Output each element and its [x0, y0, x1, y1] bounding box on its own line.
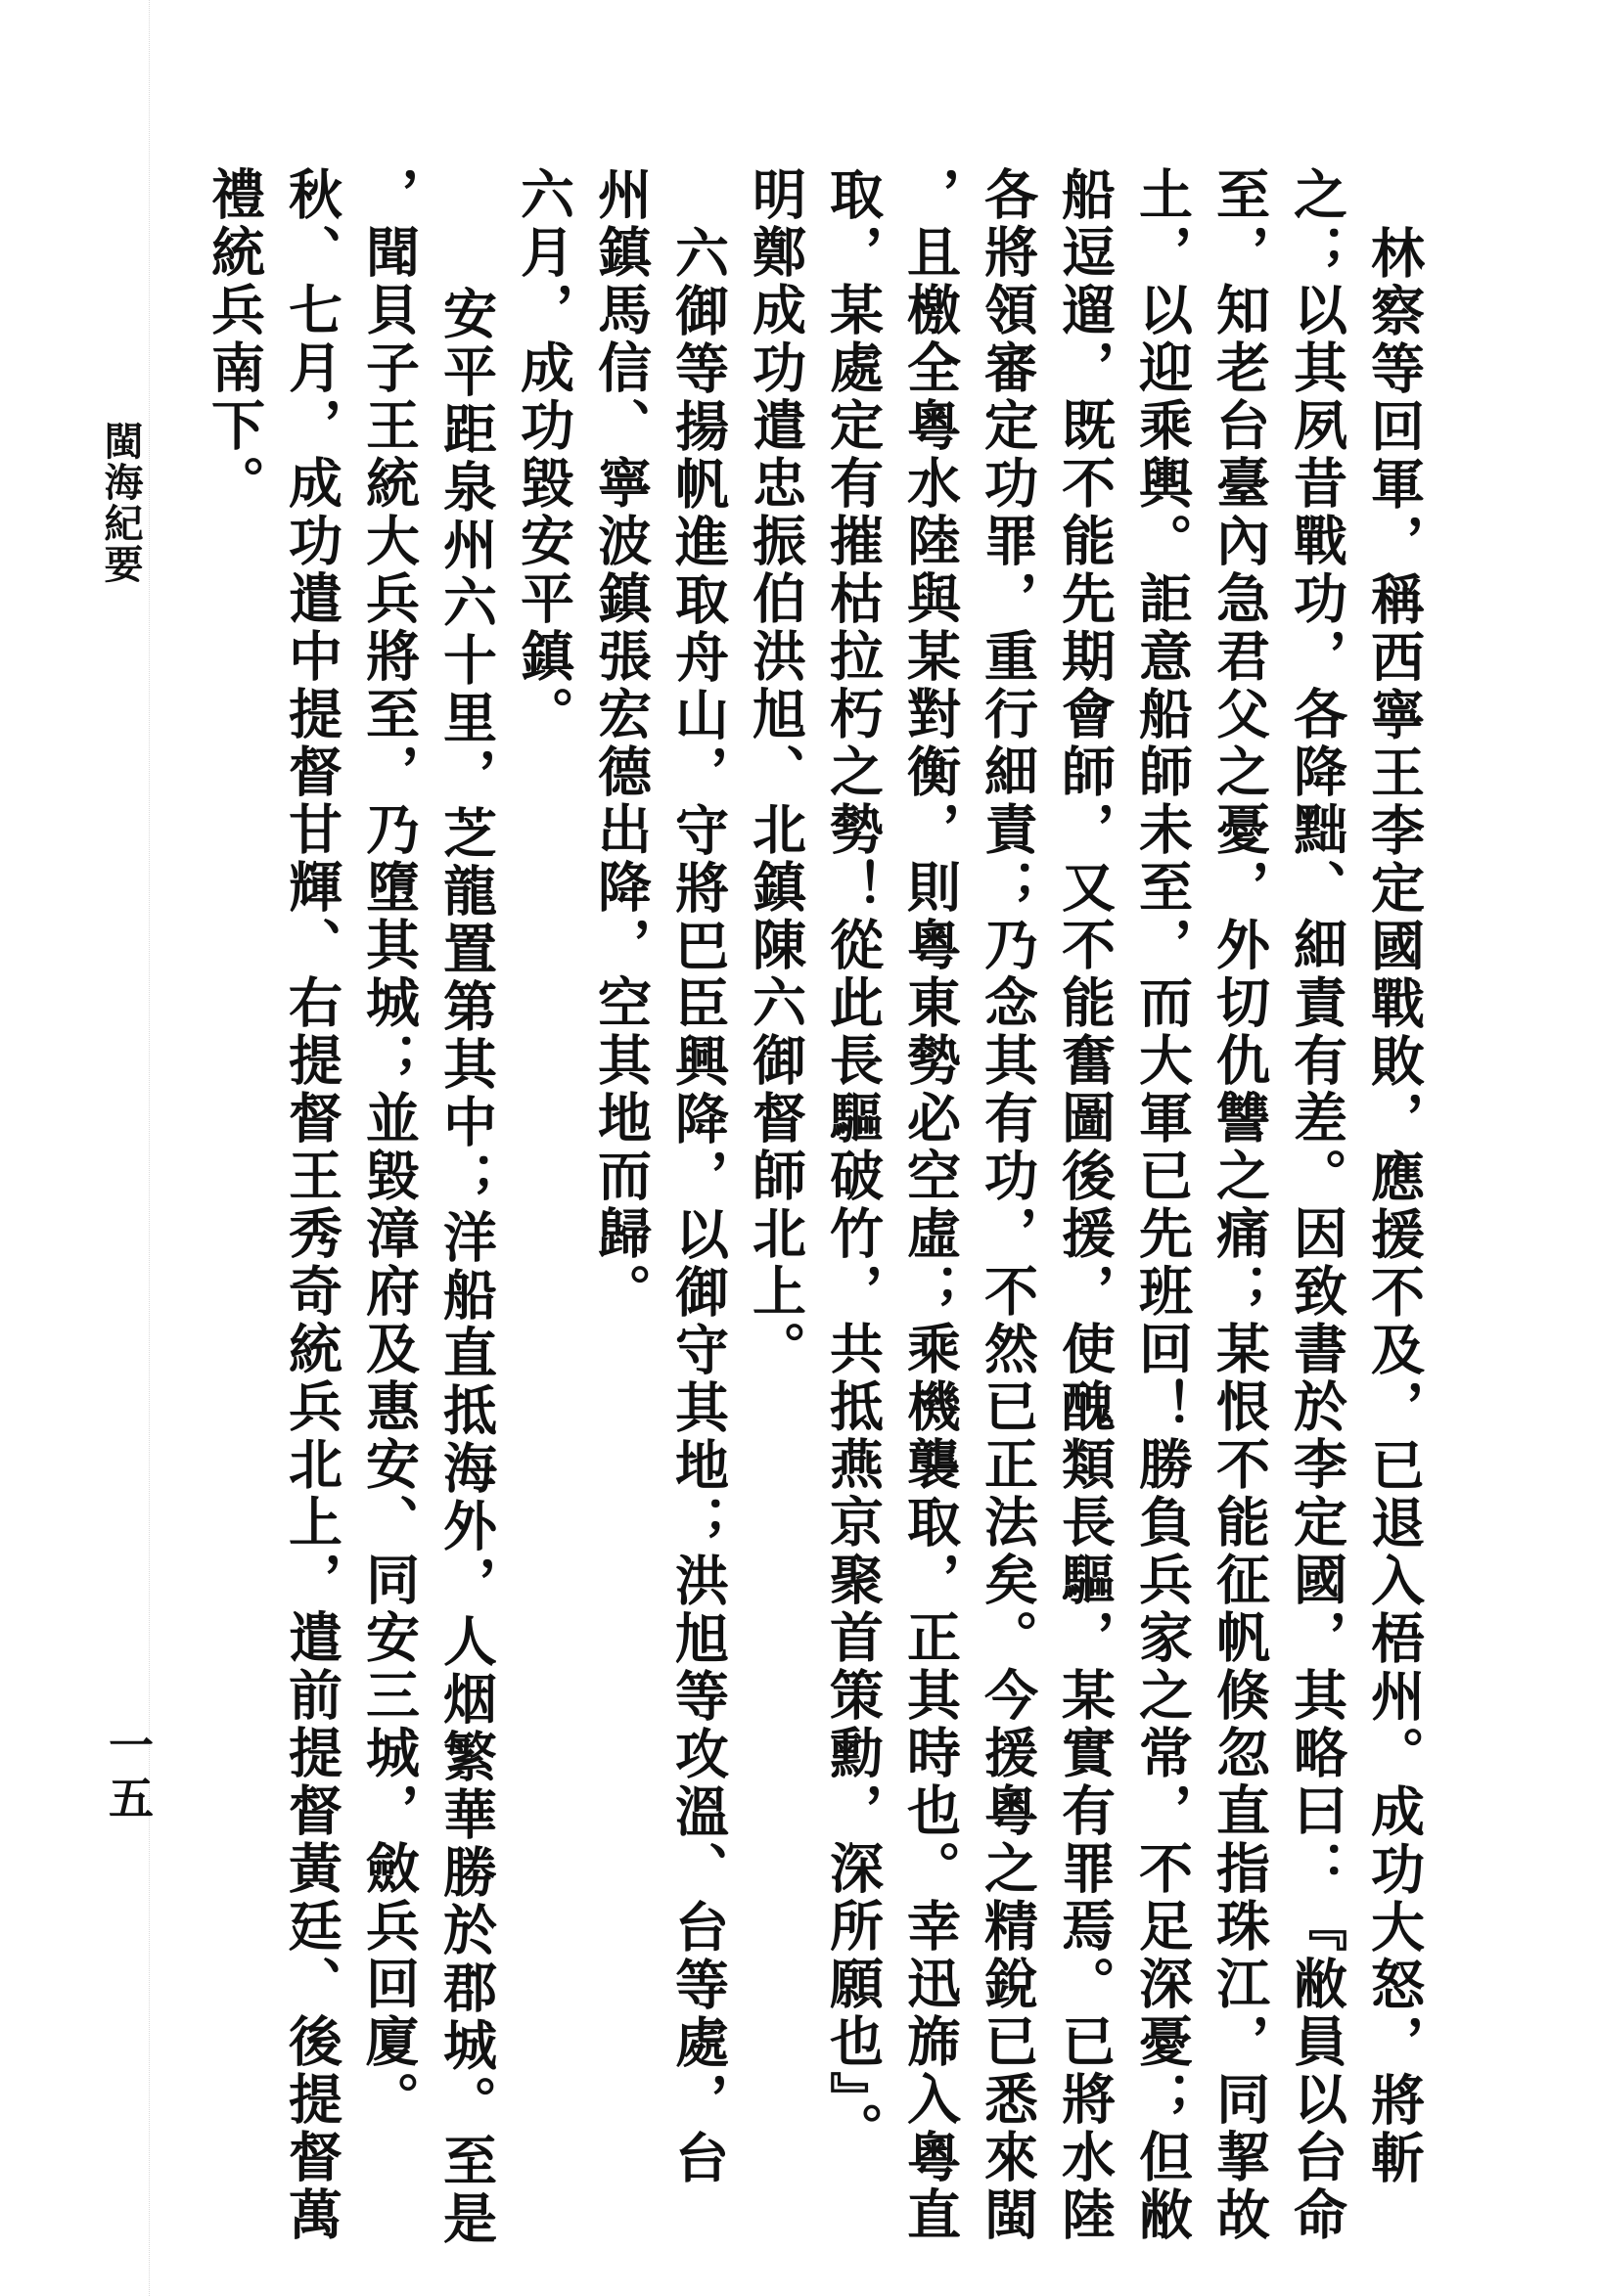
running-head-book-title: 閩海紀要 — [98, 421, 144, 585]
text-column-16: 禮統兵南下。 — [203, 166, 266, 513]
text-column-4: 土，以迎乘輿。詎意船師未至，而大軍已先班回！勝負兵家之常，不足深憂；但敝 — [1130, 166, 1194, 2244]
text-column-10: 六御等揚帆進取舟山，守將巴臣興降，以御守其地；洪旭等攻溫、台等處，台 — [666, 225, 730, 2187]
page-gutter — [149, 0, 150, 2296]
text-column-6: 各將領審定功罪，重行細責；乃念其有功，不然已正法矣。今援粵之精銳已悉來閩 — [976, 166, 1039, 2244]
text-column-2: 之；以其夙昔戰功，各降黜、細責有差。因致書於李定國，其略曰：『敝員以台命 — [1285, 166, 1348, 2244]
text-column-13: 安平距泉州六十里，芝龍置第其中；洋船直抵海外，人烟繁華勝於郡城。至是 — [434, 286, 498, 2248]
text-column-14: ，聞貝子王統大兵將至，乃墮其城；並毀漳府及惠安、同安三城，斂兵回廈。 — [357, 166, 421, 2129]
text-column-1: 林察等回軍，稱西寧王李定國戰敗，應援不及，已退入梧州。成功大怒，將斬 — [1362, 225, 1426, 2187]
page-number: 一五 — [102, 1722, 155, 1827]
text-column-3: 至，知老台臺內急君父之憂，外切仇讐之痛；某恨不能征帆倏忽直指珠江，同挈故 — [1208, 166, 1271, 2244]
vertical-text-body — [160, 166, 1433, 2248]
text-column-8: 取，某處定有摧枯拉朽之勢！從此長驅破竹，共抵燕京聚首策勳，深所願也』。 — [821, 166, 885, 2160]
text-column-15: 秋、七月，成功遣中提督甘輝、右提督王秀奇統兵北上，遣前提督黃廷、後提督萬 — [280, 166, 343, 2244]
text-column-11: 州鎮馬信、寧波鎮張宏德出降，空其地而歸。 — [589, 166, 653, 1321]
text-column-5: 船逗遛，既不能先期會師，又不能奮圖後援，使醜類長驅，某實有罪焉。已將水陸 — [1053, 166, 1117, 2244]
text-column-7: ，且檄全粵水陸與某對衡，則粵東勢必空虛；乘機襲取，正其時也。幸迅旆入粵直 — [898, 166, 962, 2244]
text-column-9: 明鄭成功遣忠振伯洪旭、北鎮陳六御督師北上。 — [744, 166, 807, 1378]
text-column-12: 六月，成功毀安平鎮。 — [512, 166, 575, 743]
